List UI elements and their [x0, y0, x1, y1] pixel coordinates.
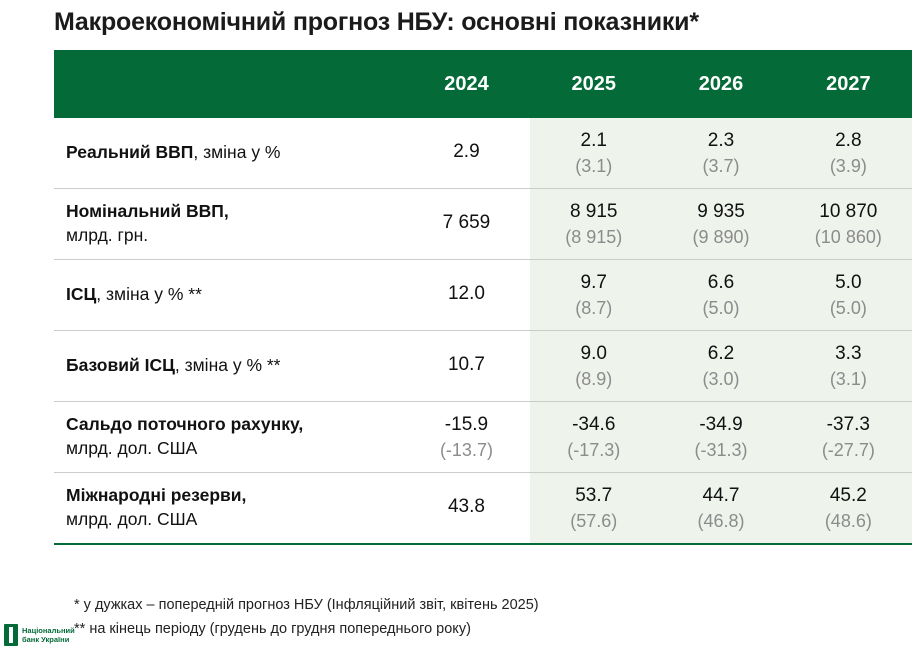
cell-value: 10.7 — [447, 354, 485, 376]
cell-value: 53.7 — [575, 484, 613, 506]
cell-2025 — [530, 331, 657, 402]
cell-previous: (48.6) — [824, 510, 872, 531]
cell-previous: (9 890) — [692, 226, 750, 247]
footnotes — [74, 594, 539, 642]
column-header-indicator — [54, 50, 403, 118]
table-body — [54, 118, 912, 544]
cell-2027 — [785, 260, 912, 331]
cell-value: 45.2 — [829, 484, 867, 506]
row-label-strong: Міжнародні резерви, — [66, 485, 247, 506]
cell-2025 — [530, 402, 657, 473]
column-header-2026: 2026 — [657, 50, 784, 118]
cell-value: -15.9 — [444, 413, 489, 435]
cell-value: 5.0 — [835, 271, 862, 293]
cell-value: -34.6 — [572, 413, 616, 435]
cell-2027 — [785, 473, 912, 545]
cell-previous: (8.9) — [575, 368, 613, 389]
cell-2024 — [403, 260, 530, 331]
nbu-logo-line2: банк України — [22, 635, 70, 644]
row-label-light: , зміна у % — [193, 142, 281, 163]
cell-previous: (3.7) — [702, 155, 740, 176]
cell-value: 9.7 — [580, 271, 607, 293]
table-row — [54, 473, 912, 545]
row-label-light: , зміна у % ** — [96, 284, 202, 305]
row-label-light: млрд. дол. США — [66, 509, 198, 529]
cell-2025 — [530, 189, 657, 260]
cell-value: 3.3 — [835, 342, 862, 364]
cell-previous: (-27.7) — [821, 439, 875, 460]
cell-value: 9 935 — [697, 200, 745, 222]
cell-2026 — [657, 118, 784, 189]
table-header — [54, 50, 912, 118]
page-title: Макроекономічний прогноз НБУ: основні показники* — [54, 8, 699, 36]
row-label-strong: Номінальний ВВП, — [66, 201, 229, 222]
cell-2027 — [785, 331, 912, 402]
cell-previous: (3.1) — [575, 155, 613, 176]
cell-value: -37.3 — [826, 413, 870, 435]
row-label — [54, 189, 403, 260]
row-label-strong: ІСЦ — [66, 284, 97, 305]
row-label — [54, 473, 403, 545]
cell-2027 — [785, 189, 912, 260]
row-label-light: млрд. грн. — [66, 225, 149, 245]
cell-2025 — [530, 473, 657, 545]
row-label-strong: Базовий ІСЦ — [66, 355, 175, 376]
cell-2025 — [530, 118, 657, 189]
cell-previous: (8 915) — [565, 226, 623, 247]
cell-2025 — [530, 260, 657, 331]
cell-previous: (46.8) — [697, 510, 745, 531]
row-label-light: млрд. дол. США — [66, 438, 198, 458]
table-row — [54, 331, 912, 402]
cell-2024 — [403, 402, 530, 473]
cell-previous: (3.0) — [702, 368, 740, 389]
row-label — [54, 260, 403, 331]
cell-value: 2.1 — [580, 129, 607, 151]
forecast-table — [54, 50, 912, 545]
column-header-2027: 2027 — [785, 50, 912, 118]
cell-previous: (5.0) — [702, 297, 740, 318]
cell-previous: (-13.7) — [439, 439, 493, 460]
nbu-logo-text — [22, 626, 75, 645]
cell-2026 — [657, 331, 784, 402]
header-row — [54, 50, 912, 118]
cell-value: 12.0 — [447, 283, 485, 305]
cell-previous: (5.0) — [829, 297, 867, 318]
cell-value: 6.6 — [707, 271, 735, 293]
cell-value: 2.9 — [453, 141, 480, 163]
cell-value: 43.8 — [447, 496, 485, 518]
table-row — [54, 189, 912, 260]
row-label-strong: Сальдо поточного рахунку, — [66, 414, 304, 435]
cell-value: -34.9 — [699, 413, 743, 435]
cell-previous: (3.9) — [829, 155, 867, 176]
footnote-1: * у дужках – попередній прогноз НБУ (Інфляційний звіт, квітень 2025) — [74, 597, 539, 613]
cell-value: 44.7 — [702, 484, 740, 506]
cell-2024 — [403, 118, 530, 189]
cell-value: 8 915 — [569, 200, 618, 222]
nbu-logo-line1: Національний — [22, 625, 75, 635]
cell-value: 9.0 — [580, 342, 607, 364]
column-header-2024: 2024 — [403, 50, 530, 118]
cell-value: 2.3 — [707, 129, 735, 151]
table-row — [54, 118, 912, 189]
row-label-light: , зміна у % ** — [174, 355, 281, 376]
nbu-logo — [4, 624, 75, 646]
cell-2026 — [657, 473, 784, 545]
cell-2026 — [657, 402, 784, 473]
row-label-strong: Реальний ВВП — [66, 142, 194, 163]
cell-2027 — [785, 118, 912, 189]
cell-previous: (10 860) — [814, 226, 882, 247]
footnote-2: ** на кінець періоду (грудень до грудня попереднього року) — [74, 620, 471, 637]
cell-2027 — [785, 402, 912, 473]
cell-previous: (8.7) — [575, 297, 613, 318]
cell-2026 — [657, 260, 784, 331]
cell-2024 — [403, 331, 530, 402]
table-row — [54, 260, 912, 331]
row-label — [54, 331, 403, 402]
row-label — [54, 118, 403, 189]
cell-2024 — [403, 189, 530, 260]
cell-value: 10 870 — [819, 200, 878, 222]
cell-value: 7 659 — [442, 212, 491, 234]
table-row — [54, 402, 912, 473]
cell-2026 — [657, 189, 784, 260]
cell-value: 6.2 — [707, 342, 735, 364]
cell-2024 — [403, 473, 530, 545]
cell-previous: (57.6) — [570, 510, 618, 531]
column-header-2025: 2025 — [530, 50, 657, 118]
cell-previous: (-17.3) — [567, 439, 621, 460]
row-label — [54, 402, 403, 473]
cell-previous: (3.1) — [829, 368, 867, 389]
cell-previous: (-31.3) — [694, 439, 748, 460]
nbu-logo-icon — [4, 624, 18, 646]
cell-value: 2.8 — [835, 129, 862, 151]
